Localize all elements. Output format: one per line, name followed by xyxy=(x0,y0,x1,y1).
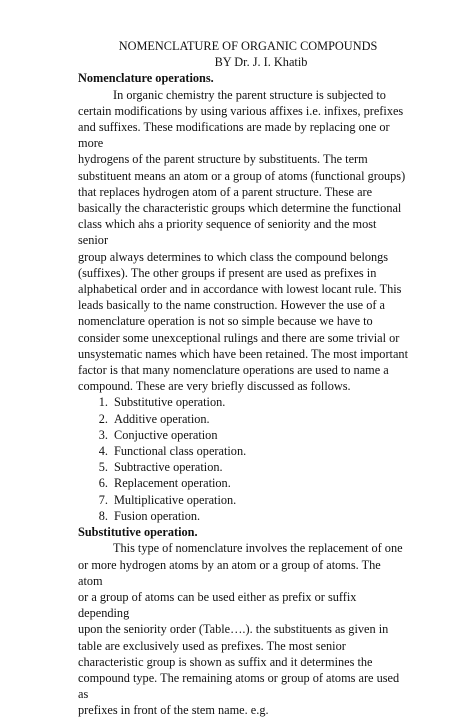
section-heading-nomenclature-operations: Nomenclature operations. xyxy=(78,71,214,86)
list-item xyxy=(78,475,408,491)
list-item-number: 4. xyxy=(98,444,108,459)
list-item-number: 8. xyxy=(98,508,108,523)
document-author: BY Dr. J. I. Khatib xyxy=(214,55,308,70)
paragraph-nomenclature-operations: In organic chemistry the parent structure is subjected to certain modifications by using various affixes i.e. infixes, prefixes and suffixes. These modifications are made by replacing one or more hydrogens of the parent structure by substituents. The term substituent means an atom or a group of atoms (functional groups) that replaces hydrogen atom of a parent structure. These are basically the characteristic groups which determine the functional class which ahs a priority sequence of seniority and the most senior group always determines to which class the compound belongs (suffixes). The other groups if present are used as prefixes in alphabetical order and in accordance with lowest locant rule. This leads basically to the name construction. However the use of a nomenclature operation is not so simple because we have to consider some unexceptional rulings and there are some trivial or unsystematic names which have been retained. The most important factor is that many nomenclature operations are used to name a compound. These are very briefly discussed as follows. xyxy=(78,87,408,394)
list-item-number: 1. xyxy=(98,395,108,410)
list-item xyxy=(78,411,408,427)
list-item-label: Functional class operation. xyxy=(114,444,247,459)
list-item xyxy=(78,459,408,475)
document-page xyxy=(78,38,408,719)
list-item xyxy=(78,427,408,443)
list-item xyxy=(78,508,408,524)
section-heading-substitutive-operation: Substitutive operation. xyxy=(78,525,198,540)
list-item-label: Subtractive operation. xyxy=(114,460,223,475)
list-item xyxy=(78,394,408,410)
document-title: NOMENCLATURE OF ORGANIC COMPOUNDS xyxy=(118,39,378,53)
paragraph-substitutive-operation: This type of nomenclature involves the replacement of one or more hydrogen atoms by an atom or a group of atoms. The atom or a group of atoms can be used either as prefix or suffix depending upon the seniority order (Table….). the substituents as given in table are exclusively used as prefixes. The most senior characteristic group is shown as suffix and it determines the compound type. The remaining atoms or group of atoms are used as prefixes in front of the stem name. e.g. xyxy=(78,541,403,718)
list-item xyxy=(78,492,408,508)
list-item-label: Multiplicative operation. xyxy=(114,492,237,507)
list-item xyxy=(78,443,408,459)
list-item-label: Substitutive operation. xyxy=(114,395,226,410)
list-item-label: Conjuctive operation xyxy=(114,427,218,442)
list-item-number: 3. xyxy=(98,427,108,442)
list-item-number: 7. xyxy=(98,492,108,507)
operations-list xyxy=(78,394,408,524)
list-item-label: Replacement operation. xyxy=(114,476,231,491)
list-item-label: Additive operation. xyxy=(114,411,210,426)
list-item-number: 5. xyxy=(98,460,108,475)
list-item-label: Fusion operation. xyxy=(114,508,201,523)
list-item-number: 2. xyxy=(98,411,108,426)
list-item-number: 6. xyxy=(98,476,108,491)
